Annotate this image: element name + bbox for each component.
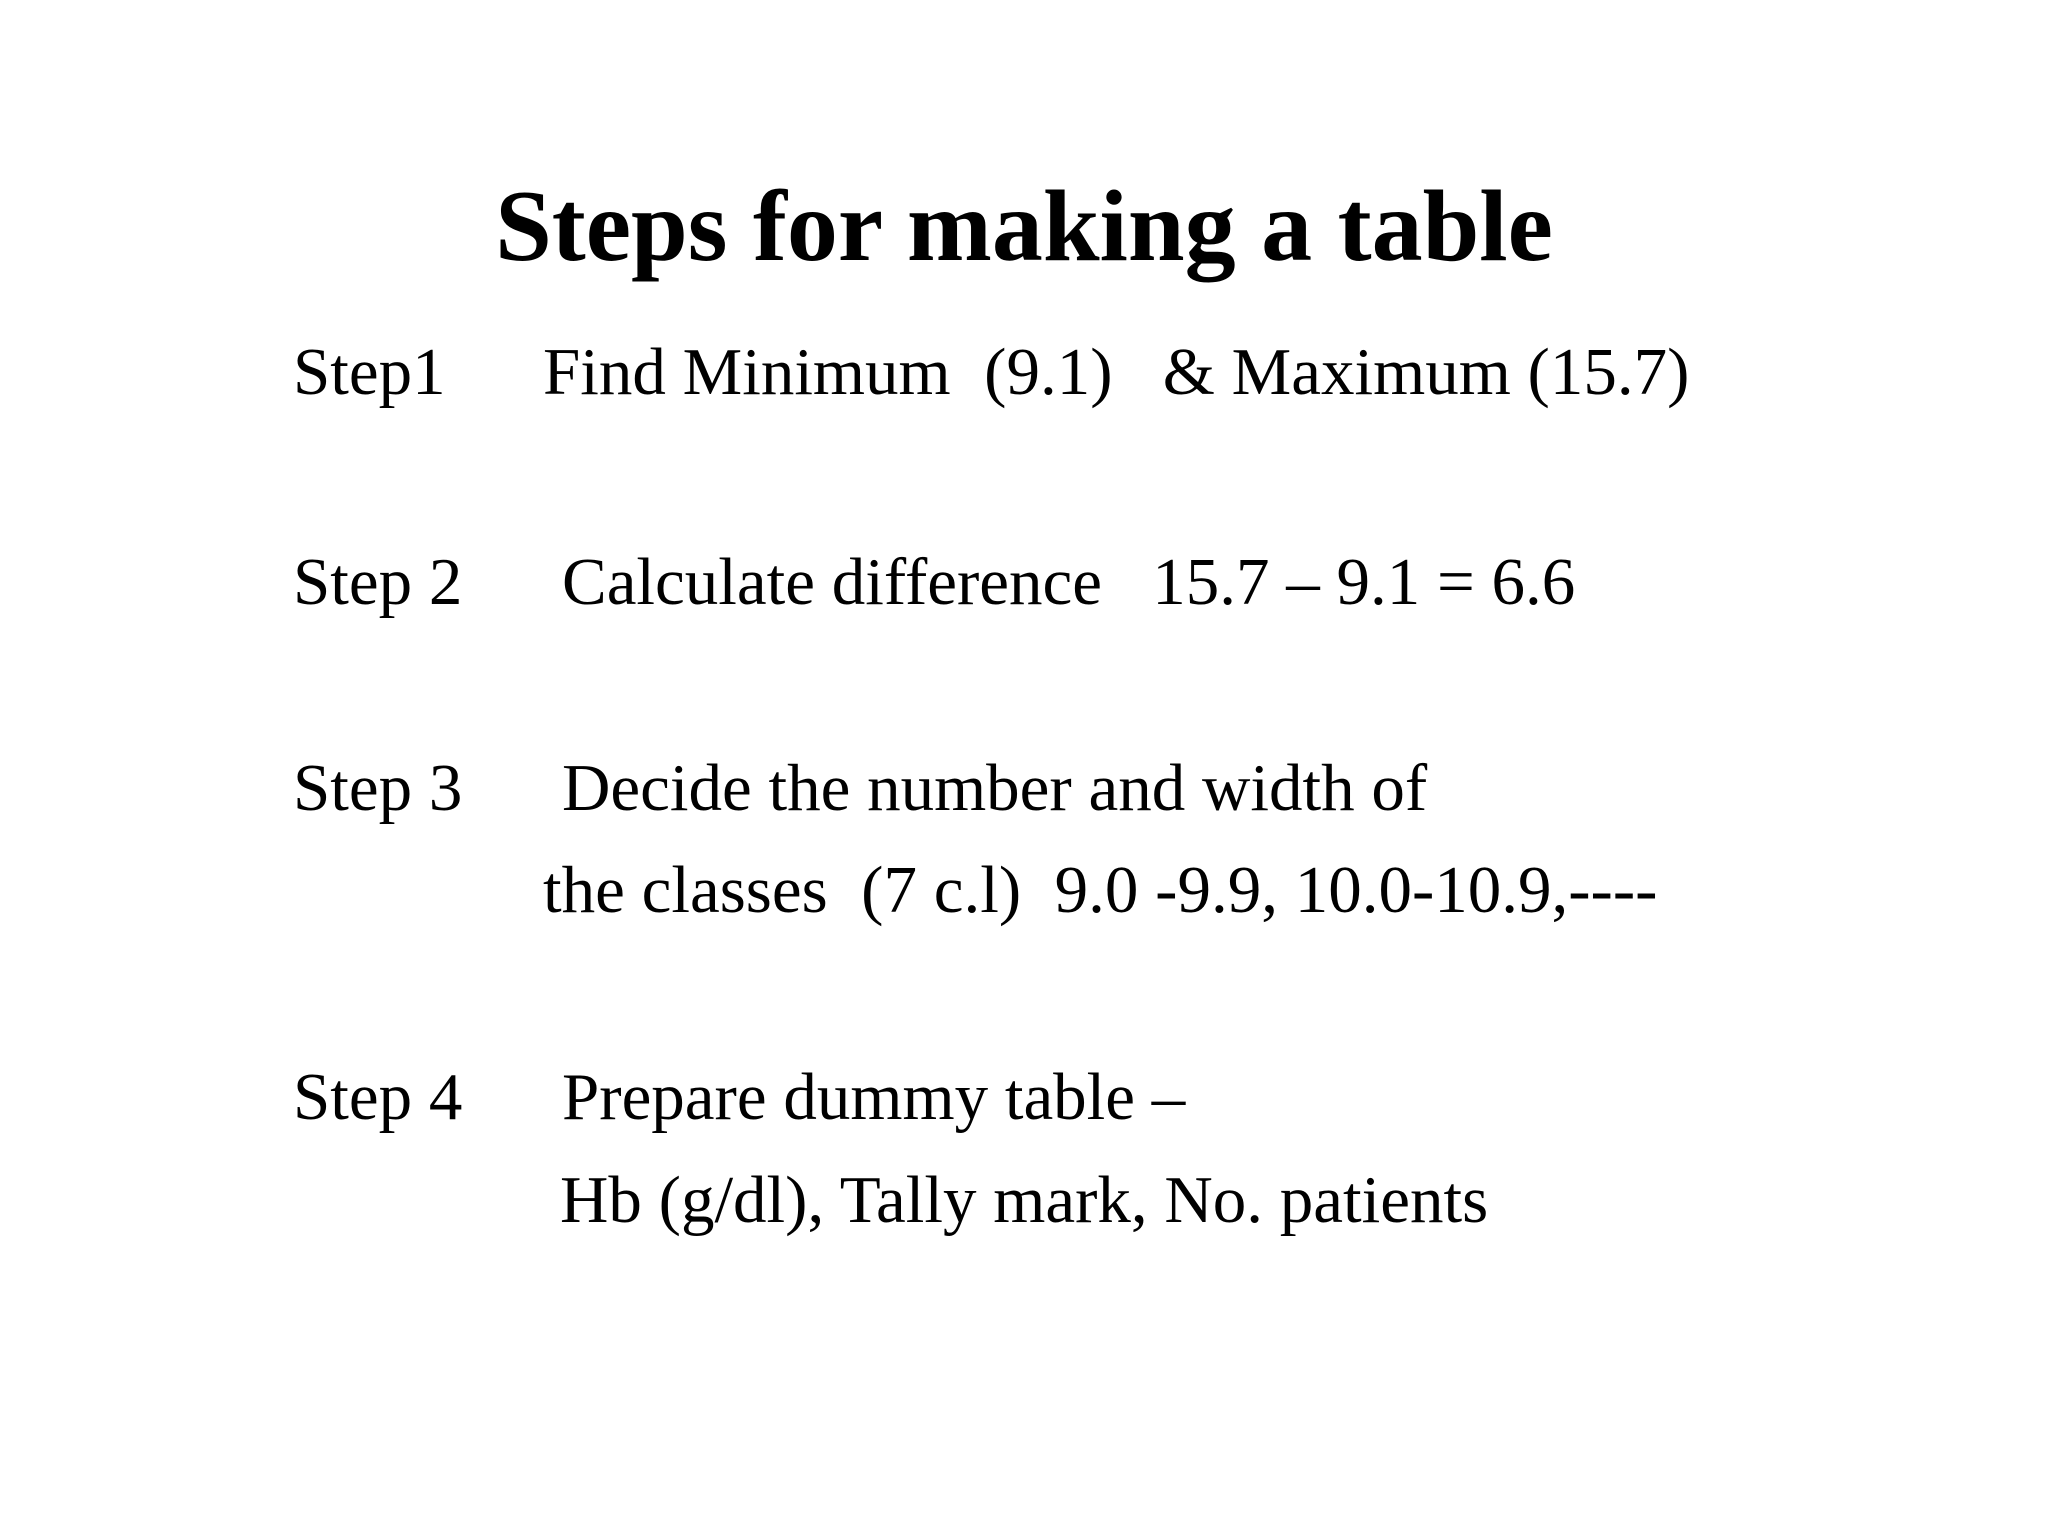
step-1-text: Find Minimum (9.1) & Maximum (15.7) <box>543 335 1690 409</box>
step-3-text: Decide the number and width of <box>562 751 1428 825</box>
step-3-continuation: the classes (7 c.l) 9.0 -9.9, 10.0-10.9,---- <box>543 853 1658 927</box>
step-4-label: Step 4 <box>293 1060 463 1134</box>
step-2-label: Step 2 <box>293 545 463 619</box>
step-1-label: Step1 <box>293 335 446 409</box>
step-2-text: Calculate difference 15.7 – 9.1 = 6.6 <box>562 545 1576 619</box>
step-4-continuation: Hb (g/dl), Tally mark, No. patients <box>560 1163 1489 1237</box>
slide-title: Steps for making a table <box>495 170 1553 283</box>
step-4-text: Prepare dummy table – <box>562 1060 1186 1134</box>
step-3-label: Step 3 <box>293 751 463 825</box>
